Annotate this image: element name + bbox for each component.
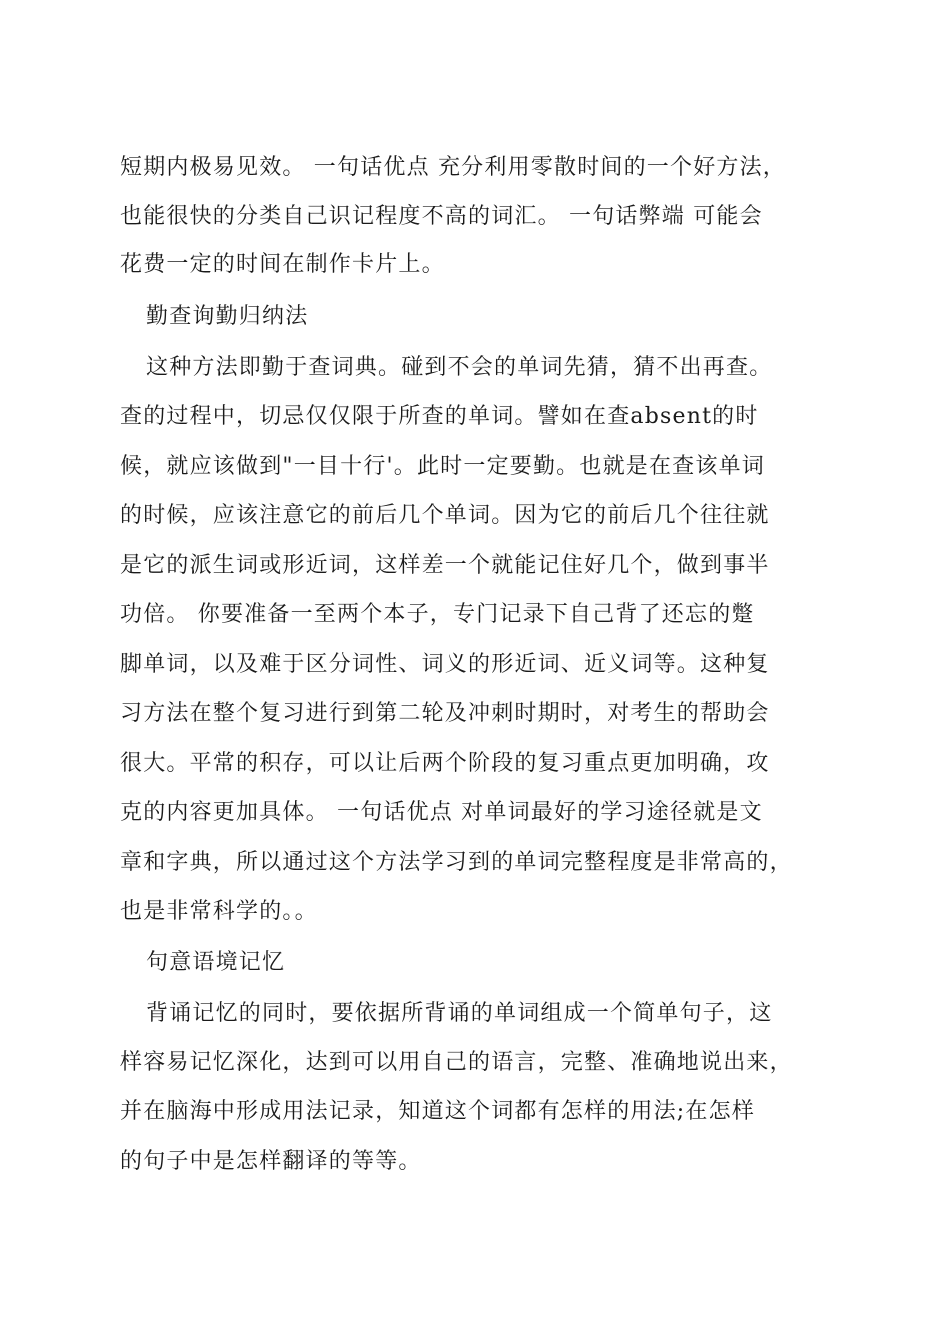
text-line: 脚单词，以及难于区分词性、词义的形近词、近义词等。这种复	[120, 652, 770, 677]
section-heading: 勤查询勤归纳法	[146, 304, 309, 329]
text-line: 克的内容更加具体。 一句话优点 对单词最好的学习途径就是文	[120, 800, 763, 825]
text-line: 章和字典，所以通过这个方法学习到的单词完整程度是非常高的，	[120, 850, 793, 875]
text-line: 并在脑海中形成用法记录，知道这个词都有怎样的用法;在怎样	[120, 1099, 756, 1124]
text-line: 候，就应该做到"一目十行'。此时一定要勤。也就是在查该单词	[120, 454, 765, 479]
text-line: 习方法在整个复习进行到第二轮及冲刺时期时，对考生的帮助会	[120, 701, 770, 726]
section-heading: 句意语境记忆	[146, 950, 286, 975]
text-line: 是它的派生词或形近词，这样差一个就能记住好几个，做到事半	[120, 553, 770, 578]
paragraph-first-line: 这种方法即勤于查词典。碰到不会的单词先猜，猜不出再查。	[146, 355, 773, 380]
text-line: 花费一定的时间在制作卡片上。	[120, 252, 445, 277]
text-line: 的句子中是怎样翻译的等等。	[120, 1149, 422, 1174]
text-line: 样容易记忆深化，达到可以用自己的语言，完整、准确地说出来，	[120, 1050, 793, 1075]
text-line: 也能很快的分类自己识记程度不高的词汇。 一句话弊端 可能会	[120, 204, 763, 229]
text-line: 查的过程中，切忌仅仅限于所查的单词。譬如在查absent的时	[120, 404, 759, 429]
text-line: 短期内极易见效。 一句话优点 充分利用零散时间的一个好方法，	[120, 155, 786, 180]
text-line: 的时候，应该注意它的前后几个单词。因为它的前后几个往往就	[120, 503, 770, 528]
text-line: 很大。平常的积存，可以让后两个阶段的复习重点更加明确，攻	[120, 751, 770, 776]
text-line: 功倍。 你要准备一至两个本子，专门记录下自己背了还忘的蹩	[120, 602, 755, 627]
text-line: 也是非常科学的。。	[120, 899, 318, 924]
paragraph-first-line: 背诵记忆的同时，要依据所背诵的单词组成一个简单句子，这	[146, 1001, 773, 1026]
